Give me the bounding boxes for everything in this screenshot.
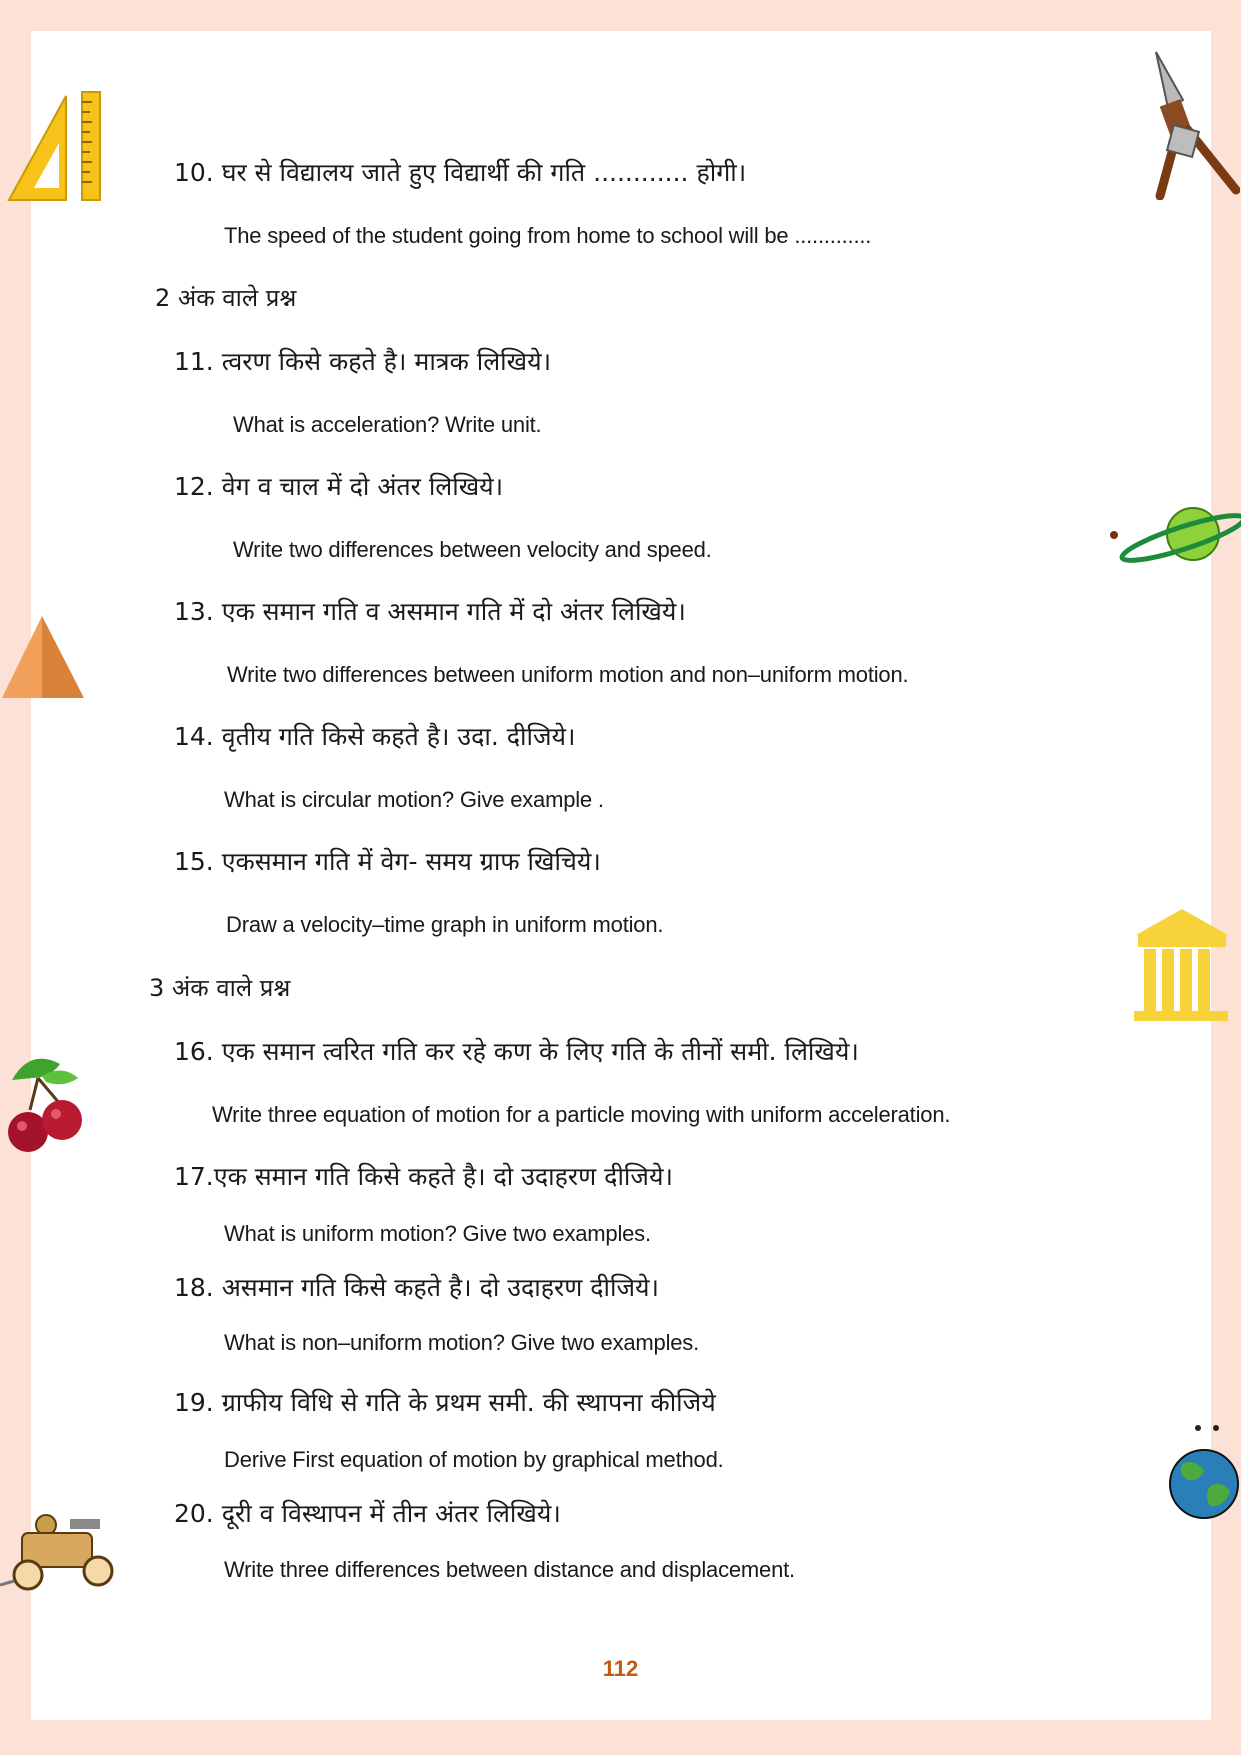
question-13-hindi: 13. एक समान गति व असमान गति में दो अंतर लिखिये। <box>174 597 686 626</box>
question-12-hindi: 12. वेग व चाल में दो अंतर लिखिये। <box>174 472 504 501</box>
question-11-english: What is acceleration? Write unit. <box>233 412 542 437</box>
ruler-triangle-icon <box>4 88 104 203</box>
question-19-english: Derive First equation of motion by graphical method. <box>224 1447 724 1472</box>
question-10-english: The speed of the student going from home to school will be ............. <box>224 223 872 248</box>
question-15-hindi: 15. एकसमान गति में वेग- समय ग्राफ खिचिये। <box>174 847 601 876</box>
question-16-hindi: 16. एक समान त्वरित गति कर रहे कण के लिए गति के तीनों समी. लिखिये। <box>174 1037 859 1066</box>
question-15-english: Draw a velocity–time graph in uniform motion. <box>226 912 664 937</box>
page-number: 112 <box>602 1656 639 1681</box>
tools-icon <box>1148 50 1240 200</box>
question-12-english: Write two differences between velocity and speed. <box>233 537 712 562</box>
planet-saturn-icon <box>1108 500 1241 572</box>
pillar-building-icon <box>1132 905 1232 1023</box>
question-17-english: What is uniform motion? Give two examples. <box>224 1221 651 1246</box>
question-16-english: Write three equation of motion for a particle moving with uniform acceleration. <box>212 1102 951 1127</box>
pyramid-icon <box>0 612 88 700</box>
vintage-car-icon <box>0 1505 126 1595</box>
question-11-hindi: 11. त्वरण किसे कहते है। मात्रक लिखिये। <box>174 347 552 376</box>
question-18-hindi: 18. असमान गति किसे कहते है। दो उदाहरण दीजिये। <box>174 1273 660 1302</box>
question-18-english: What is non–uniform motion? Give two examples. <box>224 1330 700 1355</box>
cherries-icon <box>2 1052 86 1160</box>
question-13-english: Write two differences between uniform motion and non–uniform motion. <box>227 662 909 687</box>
question-19-hindi: 19. ग्राफीय विधि से गति के प्रथम समी. की स्थापना कीजिये <box>174 1388 716 1417</box>
globe-earth-icon <box>1160 1420 1240 1530</box>
question-10-hindi: 10. घर से विद्यालय जाते हुए विद्यार्थी की गति ............ होगी। <box>174 158 747 187</box>
question-20-hindi: 20. दूरी व विस्थापन में तीन अंतर लिखिये। <box>174 1499 561 1528</box>
section-heading-3-marks: 3 अंक वाले प्रश्न <box>149 974 291 1002</box>
section-heading-2-marks: 2 अंक वाले प्रश्न <box>155 284 297 312</box>
question-20-english: Write three differences between distance and displacement. <box>224 1557 795 1582</box>
question-14-english: What is circular motion? Give example . <box>224 787 604 812</box>
question-14-hindi: 14. वृतीय गति किसे कहते है। उदा. दीजिये। <box>174 722 576 751</box>
question-17-hindi: 17.एक समान गति किसे कहते है। दो उदाहरण दीजिये। <box>174 1162 673 1191</box>
